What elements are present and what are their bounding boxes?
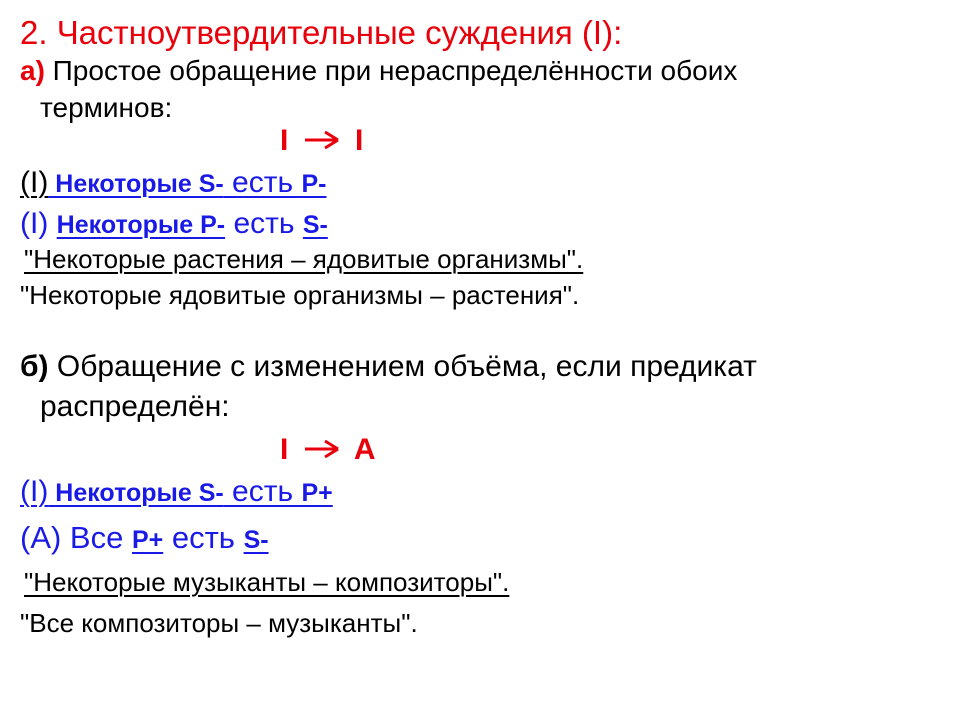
section-a-text-line2: терминов:	[40, 92, 173, 123]
conclusion-a-subject: S-	[302, 211, 328, 239]
premise-a-code: (I)	[20, 166, 49, 199]
premise-b-subject: Некоторые S-	[48, 479, 224, 507]
rule-b-left: I	[280, 433, 289, 466]
section-b-text-line1: Обращение с изменением объёма, если предикат	[48, 350, 757, 383]
section-b-heading	[20, 350, 757, 384]
premise-a-predicate: P-	[301, 170, 327, 198]
right-arrow-icon	[303, 125, 341, 159]
rule-a-right: I	[355, 124, 364, 157]
conclusion-a-copula: есть	[225, 207, 303, 240]
right-arrow-icon	[303, 434, 341, 468]
section-b-text-line2: распределён:	[40, 390, 230, 423]
premise-a-subject: Некоторые S-	[48, 170, 224, 198]
section-a-label: а)	[20, 55, 45, 86]
section-b-example1: "Некоторые музыканты – композиторы".	[24, 567, 510, 597]
conclusion-a-predicate: Некоторые P-	[56, 211, 226, 239]
section-a-premise	[20, 166, 326, 200]
section-b-conclusion	[20, 520, 269, 556]
section-a-heading	[20, 55, 737, 87]
rule-b-right: A	[353, 433, 376, 466]
section-b-label: б)	[20, 350, 49, 383]
section-a-example2: "Некоторые ядовитые организмы – растения".	[20, 280, 580, 310]
conclusion-b-predicate: P+	[131, 526, 164, 554]
section-b-example2: "Все композиторы – музыканты".	[20, 608, 418, 638]
section-a-example1: "Некоторые растения – ядовитые организмы".	[24, 244, 584, 274]
section-a-conclusion	[20, 207, 328, 241]
section-a-text-line1: Простое обращение при нераспределённости обоих	[44, 55, 738, 86]
rule-a-left: I	[280, 124, 289, 157]
premise-a-copula: есть	[223, 166, 302, 199]
section-b-premise	[20, 475, 333, 509]
conclusion-b-code: (A) Все	[20, 520, 132, 555]
section-a-rule	[280, 124, 363, 159]
conclusion-b-subject: S-	[243, 526, 269, 554]
conclusion-a-code: (I)	[20, 207, 49, 240]
section-b-rule	[280, 433, 376, 468]
slide-title: 2. Частноутвердительные суждения (I):	[20, 14, 623, 51]
premise-b-copula: есть	[223, 475, 302, 508]
premise-b-predicate: P+	[301, 479, 333, 507]
conclusion-b-copula: есть	[163, 520, 244, 555]
premise-b-code: (I)	[20, 475, 49, 508]
